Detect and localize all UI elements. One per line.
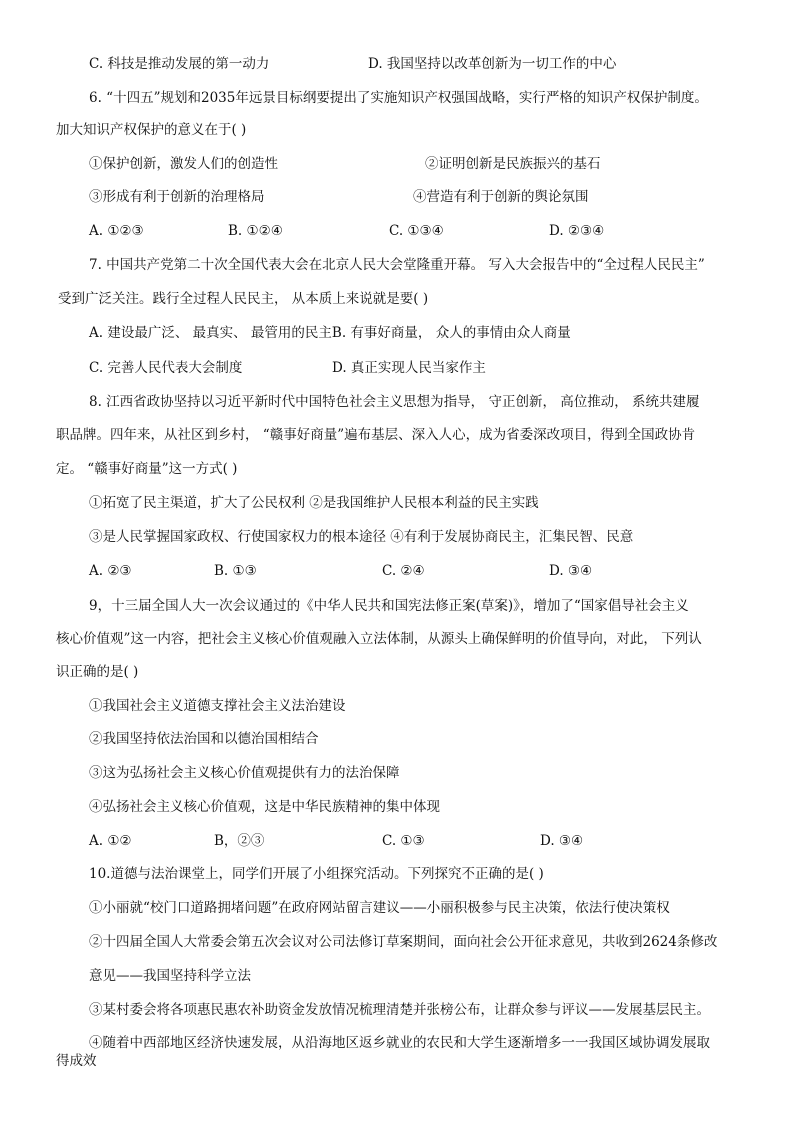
q6-options-row <box>0 222 793 240</box>
q9-statement-4: ④弘扬社会主义核心价值观，这是中华民族精神的集中体现 <box>89 799 440 815</box>
q5-options-row <box>0 55 793 73</box>
q9-option-c: C. ①③ <box>382 833 425 849</box>
q10-stem: 10.道德与法治课堂上，同学们开展了小组探究活动。下列探究不正确的是( ) <box>89 866 544 882</box>
q5-option-c: C. 科技是推动发展的第一动力 <box>89 56 270 72</box>
q8-statements-1-2: ①拓宽了民主渠道，扩大了公民权利 ②是我国维护人民根本利益的民主实践 <box>89 495 539 511</box>
q8-option-b: B. ①③ <box>214 563 257 579</box>
q5-option-d: D. 我国坚持以改革创新为一切工作的中心 <box>368 56 617 72</box>
q8-options-row <box>0 562 793 580</box>
q6-statements-row-2 <box>0 188 793 206</box>
q9-option-b: B，②③ <box>214 833 265 849</box>
q9-statement-2: ②我国坚持依法治国和以德治国相结合 <box>89 731 319 747</box>
q6-stem-line-1: 6. “十四五”规划和2035年远景目标纲要提出了实施知识产权强国战略，实行严格的知识产权保护制度。 <box>89 90 708 106</box>
q7-option-d: D. 真正实现人民当家作主 <box>332 360 486 376</box>
q10-statement-2-line-1: ②十四届全国人大常委会第五次会议对公司法修订草案期间，面向社会公开征求意见，共收到2624条修改 <box>89 934 718 950</box>
q8-stem-line-1: 8. 江西省政协坚持以习近平新时代中国特色社会主义思想为指导， 守正创新， 高位推动， 系统共建履 <box>89 394 700 410</box>
q6-statement-1: ①保护创新，激发人们的创造性 <box>89 156 278 172</box>
q8-statements-3-4: ③是人民掌握国家政权、行使国家权力的根本途径 ④有利于发展协商民主，汇集民智、民意 <box>89 529 634 545</box>
q6-statement-4: ④营造有利于创新的舆论氛围 <box>413 189 589 205</box>
q6-option-b: B. ①②④ <box>228 223 283 239</box>
q6-statements-row-1 <box>0 155 793 173</box>
q6-statement-2: ②证明创新是民族振兴的基石 <box>425 156 601 172</box>
q9-stem-line-1: 9，十三届全国人大一次会议通过的《中华人民共和国宪法修正案(草案)》，增加了“国家倡导社会主义 <box>89 598 689 614</box>
q6-option-a: A. ①②③ <box>89 223 144 239</box>
q9-option-a: A. ①② <box>89 833 132 849</box>
q8-option-d: D. ③④ <box>549 563 593 579</box>
q7-stem-line-1: 7. 中国共产党第二十次全国代表大会在北京人民大会堂隆重开幕。 写入大会报告中的“全过程人民民主” <box>89 257 705 273</box>
q10-statement-4-line-1: ④随着中西部地区经济快速发展，从沿海地区返乡就业的农民和大学生逐渐增多一一我国区域协调发展取 <box>89 1035 710 1051</box>
q9-option-d: D. ③④ <box>540 833 584 849</box>
q10-statement-2-line-2: 意见——我国坚持科学立法 <box>89 968 251 984</box>
q10-statement-4-line-2: 得成效 <box>56 1053 97 1069</box>
q6-stem-line-2: 加大知识产权保护的意义在于( ) <box>56 122 247 138</box>
q8-option-a: A. ②③ <box>89 563 132 579</box>
q6-option-c: C. ①③④ <box>389 223 444 239</box>
q7-option-c: C. 完善人民代表大会制度 <box>89 360 243 376</box>
q10-statement-1: ①小丽就“校门口道路拥堵问题”在政府网站留言建议——小丽积极参与民主决策，依法行使决策权 <box>89 900 670 916</box>
q9-options-row <box>0 832 793 850</box>
q7-options-row-cd <box>0 359 793 377</box>
q9-stem-line-3: 识正确的是( ) <box>56 664 139 680</box>
q8-option-c: C. ②④ <box>382 563 425 579</box>
q10-statement-3: ③某村委会将各项惠民惠农补助资金发放情况梳理清楚并张榜公布，让群众参与评议——发展基层民主。 <box>89 1002 710 1018</box>
q8-stem-line-2: 职品牌。四年来，从社区到乡村， “赣事好商量”遍布基层、深入人心，成为省委深改项目，得到全国政协肯 <box>56 427 696 443</box>
q9-stem-line-2: 核心价值观”这一内容，把社会主义核心价值观融入立法体制，从源头上确保鲜明的价值导向，对此， 下列认 <box>56 631 702 647</box>
q9-statement-1: ①我国社会主义道德支撑社会主义法治建设 <box>89 698 346 714</box>
q6-option-d: D. ②③④ <box>549 223 605 239</box>
q7-options-ab: A. 建设最广泛、 最真实、 最管用的民主B. 有事好商量， 众人的事情由众人商量 <box>89 325 571 341</box>
q7-stem-line-2: 受到广泛关注。践行全过程人民民主， 从本质上来说就是要( ) <box>58 291 429 307</box>
q9-statement-3: ③这为弘扬社会主义核心价值观提供有力的法治保障 <box>89 765 400 781</box>
q6-statement-3: ③形成有利于创新的治理格局 <box>89 189 265 205</box>
q8-stem-line-3: 定。 “赣事好商量”这一方式( ) <box>56 461 238 477</box>
